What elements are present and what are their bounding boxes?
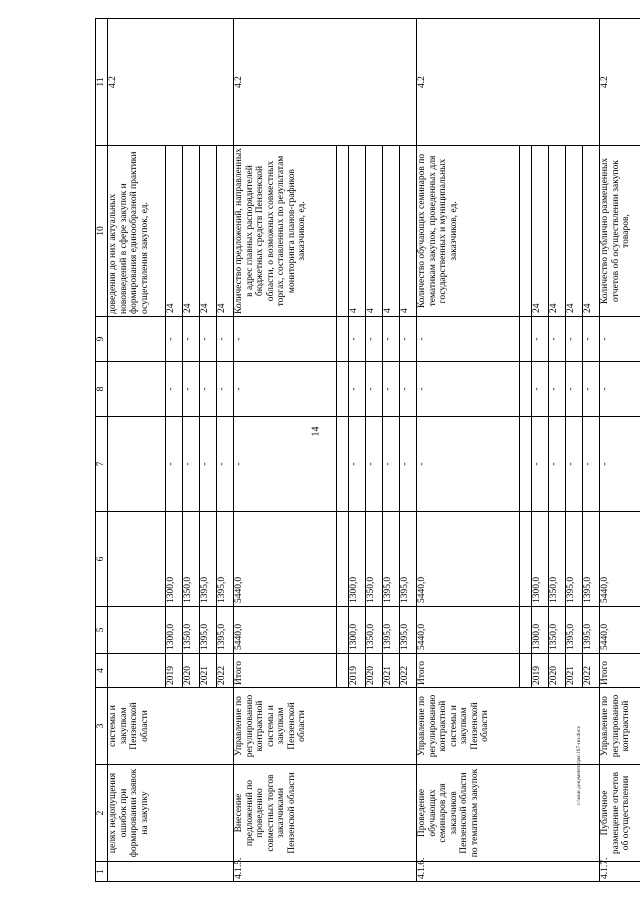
column-number-7: 7 bbox=[96, 417, 108, 512]
column-number-6: 6 bbox=[96, 512, 108, 607]
col9-cell: - bbox=[417, 317, 520, 362]
col8-cell: - bbox=[417, 362, 520, 417]
budget-cell: 1350,0 bbox=[366, 512, 383, 607]
budget-cell: 1350,0 bbox=[549, 512, 566, 607]
year-label-cell bbox=[108, 654, 166, 688]
year-cell: 2019 bbox=[532, 654, 549, 688]
total-sum-cell: 5440,0 bbox=[234, 607, 337, 654]
sum-cell: 1300,0 bbox=[349, 607, 366, 654]
indicator-value-cell: 4 bbox=[366, 146, 383, 317]
col9-cell: - bbox=[349, 317, 366, 362]
col7-cell: - bbox=[166, 417, 183, 512]
col8-cell: - bbox=[383, 362, 400, 417]
indicator-value-cell: 24 bbox=[217, 146, 234, 317]
indicator-value-cell: 4 bbox=[383, 146, 400, 317]
col8-cell: - bbox=[183, 362, 200, 417]
event-name-cell: целях недопущения ошибок при формировании заявок на закупку bbox=[108, 765, 234, 862]
year-cell: 2022 bbox=[217, 654, 234, 688]
indicator-cell: доведения до них актуальных нововведений в сфере закупок и формирования единообразной практики осуществления закупок, ед. bbox=[108, 146, 166, 317]
executor-cell: Управление по регулированию контрактной системы и закупкам Пензенской области bbox=[417, 688, 600, 765]
col7-cell: - bbox=[200, 417, 217, 512]
col9-cell: - bbox=[366, 317, 383, 362]
link-cell: 4.2 bbox=[234, 19, 417, 146]
col7-cell: - bbox=[532, 417, 549, 512]
col8-cell: - bbox=[566, 362, 583, 417]
sum-cell: 1395,0 bbox=[400, 607, 417, 654]
indicator-value-cell: 24 bbox=[583, 146, 600, 317]
col7-cell: - bbox=[366, 417, 383, 512]
rotated-table-wrapper bbox=[95, 19, 631, 882]
budget-cell: 1395,0 bbox=[217, 512, 234, 607]
indicator-cell: Количество предложений, направленных в адрес главных распорядителей бюджетных средств Пензенской области, о возможных совместных торгах, составленных по результатам мониторинга планов-графиков заказчиков, ед. bbox=[234, 146, 337, 317]
sum-cell: 1395,0 bbox=[217, 607, 234, 654]
col8-cell: - bbox=[349, 362, 366, 417]
col9-cell: - bbox=[166, 317, 183, 362]
col7-cell: - bbox=[583, 417, 600, 512]
sum-cell: 1300,0 bbox=[166, 607, 183, 654]
column-number-9: 9 bbox=[96, 317, 108, 362]
year-cell: 2019 bbox=[349, 654, 366, 688]
event-name-cell: Проведение обучающих семинаров для заказчиков Пензенской области по тематикам закупок bbox=[417, 765, 600, 862]
column-number-8: 8 bbox=[96, 362, 108, 417]
col8-cell: - bbox=[400, 362, 417, 417]
empty-cell bbox=[520, 512, 532, 607]
empty-cell bbox=[337, 607, 349, 654]
sum-cell: 1395,0 bbox=[200, 607, 217, 654]
table-body bbox=[96, 19, 640, 882]
year-cell: 2020 bbox=[549, 654, 566, 688]
num-cell bbox=[108, 862, 234, 882]
total-budget-cell: 5440,0 bbox=[234, 512, 337, 607]
year-cell: 2020 bbox=[366, 654, 383, 688]
executor-cell: Управление по регулированию контрактной bbox=[600, 688, 640, 765]
indicator-cell: Количество публично размещенных отчетов об осуществлении закупок товаров, bbox=[600, 146, 640, 317]
col9-cell: - bbox=[532, 317, 549, 362]
empty-cell bbox=[520, 317, 532, 362]
event-row-4-1-7 bbox=[600, 19, 640, 882]
col7-cell: - bbox=[417, 417, 520, 512]
continuation-row bbox=[108, 19, 166, 882]
indicator-value-cell: 24 bbox=[566, 146, 583, 317]
year-cell: 2022 bbox=[400, 654, 417, 688]
col7-cell bbox=[108, 417, 166, 512]
budget-cell: 1395,0 bbox=[383, 512, 400, 607]
executor-cell: Управление по регулированию контрактной системы и закупкам Пензенской области bbox=[234, 688, 417, 765]
event-number-cell: 4.1.5. bbox=[234, 862, 417, 882]
column-number-11: 11 bbox=[96, 19, 108, 146]
indicator-value-cell: 24 bbox=[200, 146, 217, 317]
col9-cell: - bbox=[583, 317, 600, 362]
col9-cell: - bbox=[383, 317, 400, 362]
sum-cell bbox=[108, 607, 166, 654]
col8-cell bbox=[108, 362, 166, 417]
sum-cell: 1350,0 bbox=[366, 607, 383, 654]
sum-cell: 1395,0 bbox=[583, 607, 600, 654]
empty-cell bbox=[337, 654, 349, 688]
total-label-cell: Итого bbox=[417, 654, 520, 688]
col9-cell: - bbox=[566, 317, 583, 362]
col9-cell: - bbox=[234, 317, 337, 362]
column-number-1: 1 bbox=[96, 862, 108, 882]
empty-cell bbox=[337, 317, 349, 362]
empty-cell bbox=[520, 654, 532, 688]
sum-cell: 1300,0 bbox=[532, 607, 549, 654]
link-cell: 4.2 bbox=[600, 19, 640, 146]
col9-cell: - bbox=[400, 317, 417, 362]
year-cell: 2021 bbox=[566, 654, 583, 688]
total-sum-cell: 5440,0 bbox=[600, 607, 640, 654]
executor-cell: системы и закупкам Пензенской области bbox=[108, 688, 234, 765]
sum-cell: 1395,0 bbox=[566, 607, 583, 654]
header-row bbox=[96, 19, 108, 882]
indicator-cell: Количество обучающих семинаров по тематикам закупок, проведенных для государственных и муниципальных заказчиков, ед. bbox=[417, 146, 520, 317]
year-cell: 2020 bbox=[183, 654, 200, 688]
column-number-3: 3 bbox=[96, 688, 108, 765]
link-cell: 4.2 bbox=[417, 19, 600, 146]
year-cell: 2021 bbox=[383, 654, 400, 688]
col7-cell: - bbox=[400, 417, 417, 512]
indicator-value-cell: 4 bbox=[349, 146, 366, 317]
budget-cell: 1395,0 bbox=[583, 512, 600, 607]
indicator-value-cell: 24 bbox=[183, 146, 200, 317]
col8-cell: - bbox=[549, 362, 566, 417]
column-number-5: 5 bbox=[96, 607, 108, 654]
col8-cell: - bbox=[166, 362, 183, 417]
col8-cell: - bbox=[234, 362, 337, 417]
empty-cell bbox=[520, 362, 532, 417]
sum-cell: 1350,0 bbox=[549, 607, 566, 654]
year-cell: 2022 bbox=[583, 654, 600, 688]
budget-cell: 1395,0 bbox=[200, 512, 217, 607]
budget-cell: 1300,0 bbox=[166, 512, 183, 607]
year-cell: 2019 bbox=[166, 654, 183, 688]
footer-path: c:\мои документы\рм\167-пп.docx bbox=[576, 725, 582, 805]
column-number-10: 10 bbox=[96, 146, 108, 317]
sum-cell: 1350,0 bbox=[183, 607, 200, 654]
col9-cell: - bbox=[549, 317, 566, 362]
column-number-2: 2 bbox=[96, 765, 108, 862]
total-label-cell: Итого bbox=[600, 654, 640, 688]
col9-cell: - bbox=[600, 317, 640, 362]
col9-cell: - bbox=[200, 317, 217, 362]
col8-cell: - bbox=[532, 362, 549, 417]
col7-cell: - bbox=[566, 417, 583, 512]
event-name-cell: Публичное размещение отчетов об осуществлении bbox=[600, 765, 640, 862]
sum-cell: 1395,0 bbox=[383, 607, 400, 654]
total-budget-cell: 5440,0 bbox=[417, 512, 520, 607]
indicator-value-cell: 24 bbox=[532, 146, 549, 317]
col8-cell: - bbox=[366, 362, 383, 417]
total-sum-cell: 5440,0 bbox=[417, 607, 520, 654]
col7-cell: - bbox=[183, 417, 200, 512]
empty-cell bbox=[337, 362, 349, 417]
col8-cell: - bbox=[600, 362, 640, 417]
indicator-value-cell: 24 bbox=[166, 146, 183, 317]
budget-cell: 1350,0 bbox=[183, 512, 200, 607]
link-cell: 4.2 bbox=[108, 19, 234, 146]
program-table bbox=[95, 18, 640, 882]
budget-cell: 1395,0 bbox=[566, 512, 583, 607]
indicator-value-cell: 24 bbox=[549, 146, 566, 317]
event-name-cell: Внесение предложений по проведению совместных торгов заказчиками Пензенской области bbox=[234, 765, 417, 862]
budget-cell: 1300,0 bbox=[532, 512, 549, 607]
column-number-4: 4 bbox=[96, 654, 108, 688]
budget-cell bbox=[108, 512, 166, 607]
page-number: 14 bbox=[310, 426, 322, 437]
col7-cell: - bbox=[217, 417, 234, 512]
event-row-4-1-5 bbox=[234, 19, 337, 882]
total-budget-cell: 5440,0 bbox=[600, 512, 640, 607]
year-cell: 2021 bbox=[200, 654, 217, 688]
indicator-value-cell: 4 bbox=[400, 146, 417, 317]
total-label-cell: Итого bbox=[234, 654, 337, 688]
empty-cell bbox=[520, 146, 532, 317]
col7-cell: - bbox=[600, 417, 640, 512]
col9-cell: - bbox=[217, 317, 234, 362]
empty-cell bbox=[337, 146, 349, 317]
event-row-4-1-6 bbox=[417, 19, 520, 882]
empty-cell bbox=[337, 417, 349, 512]
col7-cell: - bbox=[349, 417, 366, 512]
budget-cell: 1395,0 bbox=[400, 512, 417, 607]
budget-cell: 1300,0 bbox=[349, 512, 366, 607]
col9-cell: - bbox=[183, 317, 200, 362]
col8-cell: - bbox=[200, 362, 217, 417]
empty-cell bbox=[520, 417, 532, 512]
col7-cell: - bbox=[234, 417, 337, 512]
event-number-cell: 4.1.6. bbox=[417, 862, 600, 882]
col7-cell: - bbox=[549, 417, 566, 512]
col8-cell: - bbox=[217, 362, 234, 417]
empty-cell bbox=[337, 512, 349, 607]
col7-cell: - bbox=[383, 417, 400, 512]
col8-cell: - bbox=[583, 362, 600, 417]
empty-cell bbox=[520, 607, 532, 654]
col9-cell bbox=[108, 317, 166, 362]
event-number-cell: 4.1.7. bbox=[600, 862, 640, 882]
